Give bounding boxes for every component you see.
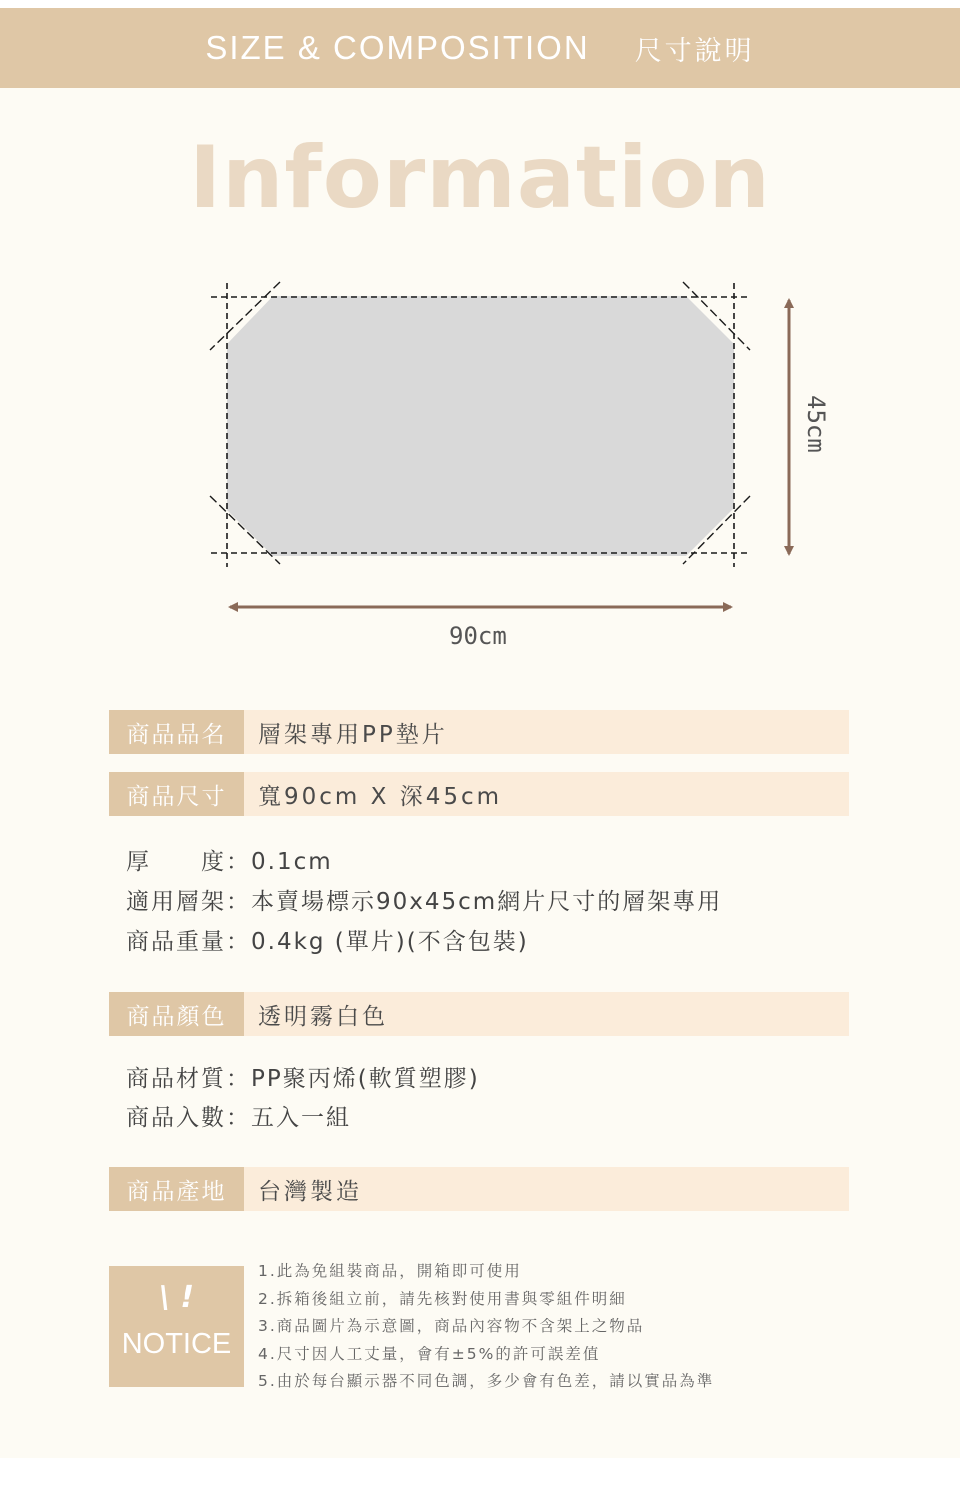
notice-label: NOTICE (121, 1328, 232, 1360)
spec-shelf: 適用層架：本賣場標示90x45cm網片尺寸的層架專用 (126, 889, 723, 915)
notice-item: 1.此為免組裝商品，開箱即可使用 (258, 1262, 522, 1280)
spec-material: 商品材質：PP聚丙烯(軟質塑膠) (126, 1066, 480, 1092)
size-diagram (0, 0, 960, 700)
spec-thickness: 厚 度：0.1cm (126, 849, 333, 875)
color-row-label: 商品顏色 (109, 992, 244, 1036)
notice-list (258, 1258, 714, 1396)
size-row-label: 商品尺寸 (109, 772, 244, 816)
spec-weight: 商品重量：0.4kg (單片)(不含包裝) (126, 929, 529, 955)
notice-item: 2.拆箱後組立前，請先核對使用書與零組件明細 (258, 1289, 627, 1308)
name-row-label: 商品品名 (109, 710, 244, 754)
name-row-value: 層架專用PP墊片 (244, 710, 849, 754)
width-label: 90cm (449, 622, 507, 650)
notice-item: 5.由於每台顯示器不同色調，多少會有色差，請以實品為準 (258, 1372, 715, 1390)
size-row-value: 寬90cm X 深45cm (244, 772, 849, 816)
color-row-value: 透明霧白色 (244, 992, 849, 1036)
header-title-zh: 尺寸說明 (634, 35, 755, 67)
origin-row-label: 商品產地 (109, 1167, 244, 1211)
header-title-en: SIZE & COMPOSITION (205, 29, 590, 66)
pad-shape (227, 296, 734, 556)
notice-item: 3.商品圖片為示意圖，商品內容物不含架上之物品 (258, 1317, 645, 1335)
spec-quantity: 商品入數：五入一組 (126, 1105, 351, 1131)
warning-icon: \ ! (158, 1280, 195, 1315)
notice-item: 4.尺寸因人工丈量，會有±5%的許可誤差值 (258, 1344, 601, 1363)
information-title: Information (189, 128, 771, 228)
height-label: 45cm (802, 395, 830, 453)
notice-badge (109, 1266, 244, 1387)
origin-row-value: 台灣製造 (244, 1167, 849, 1211)
